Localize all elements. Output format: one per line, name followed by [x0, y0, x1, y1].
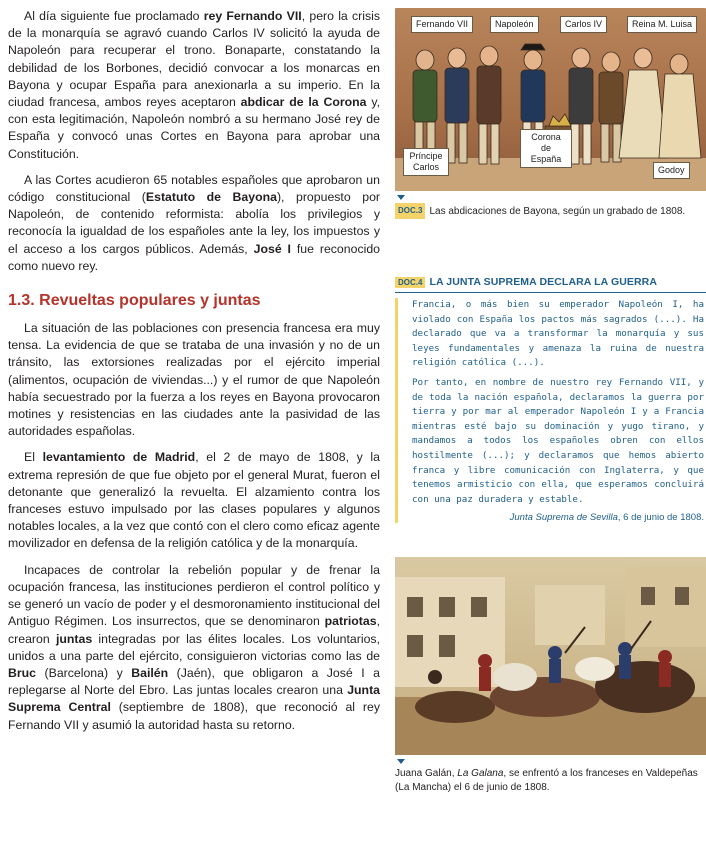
label-fernando: Fernando VII — [411, 16, 473, 33]
doc3-badge: DOC.3 — [395, 203, 425, 219]
doc4-header — [395, 276, 706, 288]
quote-paragraph-2: Por tanto, en nombre de nuestro rey Fernando VII, y de toda la nación española, declaramos la guerra por tierra y por mar al emperador Napoleón I y a Francia mientras esté bajo su dominación y yugo tirano, y mandamos a todos los españoles obren con ellos hostilmente (...); y declaramos que hemos abierto franca y libre comunicación con Inglaterra, y que tenemos armisticio con ella, que esperamos concluirá con una paz duradera y estable. — [412, 376, 704, 505]
keyword: Bruc — [8, 665, 37, 680]
keyword: Estatuto de Bayona — [145, 190, 277, 205]
label-carlos: Carlos IV — [560, 16, 607, 33]
keyword: Bailén — [131, 665, 169, 680]
keyword: Junta Suprema Central — [8, 683, 380, 715]
section-title: 1.3. Revueltas populares y juntas — [8, 292, 261, 310]
juana-galan-painting — [395, 557, 706, 755]
quote-source-name: Junta Suprema de Sevilla — [509, 512, 618, 524]
doc4-divider — [395, 292, 706, 293]
paragraph-juntas: Incapaces de controlar la rebelión popular y de frenar la ocupación francesa, las instituciones perdieron el control político y se generó un vacío de poder y el desmoronamiento institucional del Antiguo Régimen. Los insurrectos, que se denominaron patriotas, crearon juntas integradas por las élites locales. Los voluntarios, unidos a una parte del ejército, consiguieron victorias como las de Bruc (Barcelona) y Bailén (Jaén), que obligaron a José I a replegarse al Norte del Ebro. Las juntas locales crearon una Junta Suprema Central (septiembre de 1808), que reconoció al rey Fernando VII y asumió la autoridad hasta su retorno. — [8, 562, 381, 732]
main-text-column — [8, 8, 380, 743]
painting2-caption — [395, 767, 706, 795]
doc3-caption-text: Las abdicaciones de Bayona, según un grabado de 1808. — [429, 206, 686, 217]
quote-paragraph-1: Francia, o más bien su emperador Napoleón I, ha violado con España los pactos más sagrados (...). Ha declarado que va a transformar la monarquía y sus leyes fundamentales y amenaza la ruina de nuestra religión católica (...). — [412, 299, 704, 369]
caption-marker-icon — [397, 195, 405, 200]
label-napoleon: Napoleón — [490, 16, 539, 33]
paragraph-levantamiento: El levantamiento de Madrid, el 2 de mayo de 1808, y la extrema represión de que fue objeto por el general Murat, fueron el detonante que generalizó la revuelta. El alzamiento contra los franceses estuvo impulsado por las clases populares y algunos notables locales, a la vez que contó con el clero como eficaz agente movilizador en defensa de la religión católica y de la monarquía. — [8, 450, 380, 551]
keyword: levantamiento de Madrid — [42, 450, 196, 465]
paragraph-cortes-bayona: A las Cortes acudieron 65 notables españoles que aprobaron un código constitucional (Estatuto de Bayona), propuesto por Napoleón, de contenido reformista: abolía los privilegios y reconocía la igualdad de los españoles ante la ley, los impuestos y el acceso a los cargos públicos. Además, José I fue reconocido como nuevo rey. — [8, 172, 381, 273]
doc3-caption — [395, 203, 706, 219]
caption-marker-icon-2 — [397, 759, 405, 764]
caption2-pre: Juana Galán, — [395, 768, 458, 780]
label-reina: Reina M. Luisa — [627, 16, 697, 33]
paragraph-abdications: Al día siguiente fue proclamado rey Fernando VII, pero la crisis de la monarquía se agravó cuando Carlos IV solicitó la ayuda de Napoleón para recuperar el trono. Bonaparte, constatando la debilidad de los Borbones, decidió convocar a los monarcas en Bayona y ocupar España para anexionarla a su imperio. En la ciudad francesa, ambos reyes aceptaron abdicar de la Corona y, con esta legitimación, Napoleón nombró a su hermano José rey de España y convocó unas Cortes en Bayona para aprobar una Constitución. — [8, 9, 380, 161]
keyword: patriotas — [324, 614, 377, 629]
keyword: José I — [253, 241, 291, 256]
caption2-italic: La Galana — [457, 768, 504, 780]
caption2-post: , se enfrentó a los franceses en Valdepeñas (La Mancha) el 6 de junio de 1808. — [395, 768, 698, 794]
quote-source-date: , 6 de junio de 1808. — [617, 512, 704, 524]
label-godoy: Godoy — [653, 162, 690, 179]
keyword: juntas — [55, 631, 93, 646]
label-corona: Corona de España — [520, 129, 572, 168]
junta-quote — [395, 298, 706, 523]
doc4-badge: DOC.4 — [395, 277, 425, 288]
keyword: abdicar de la Corona — [240, 95, 367, 110]
doc4-title: LA JUNTA SUPREMA DECLARA LA GUERRA — [429, 276, 658, 288]
bayona-abdications-engraving — [395, 8, 706, 191]
label-principe: Príncipe Carlos — [403, 148, 449, 176]
paragraph-situacion: La situación de las poblaciones con presencia francesa era muy tensa. La evidencia de que se trataba de una invasión y no de un tránsito, las extorsiones realizadas por el ejército imperial (alimentos, ocupación de viviendas...) y el rumor de que Napoleón había secuestrado por la fuerza a los reyes en Bayona provocaron motines y resistencias en las ciudades ante la pasividad de las autoridades españolas. — [8, 321, 380, 439]
side-column — [395, 8, 706, 795]
keyword: rey Fernando VII — [203, 9, 302, 23]
quote-source — [412, 512, 704, 523]
